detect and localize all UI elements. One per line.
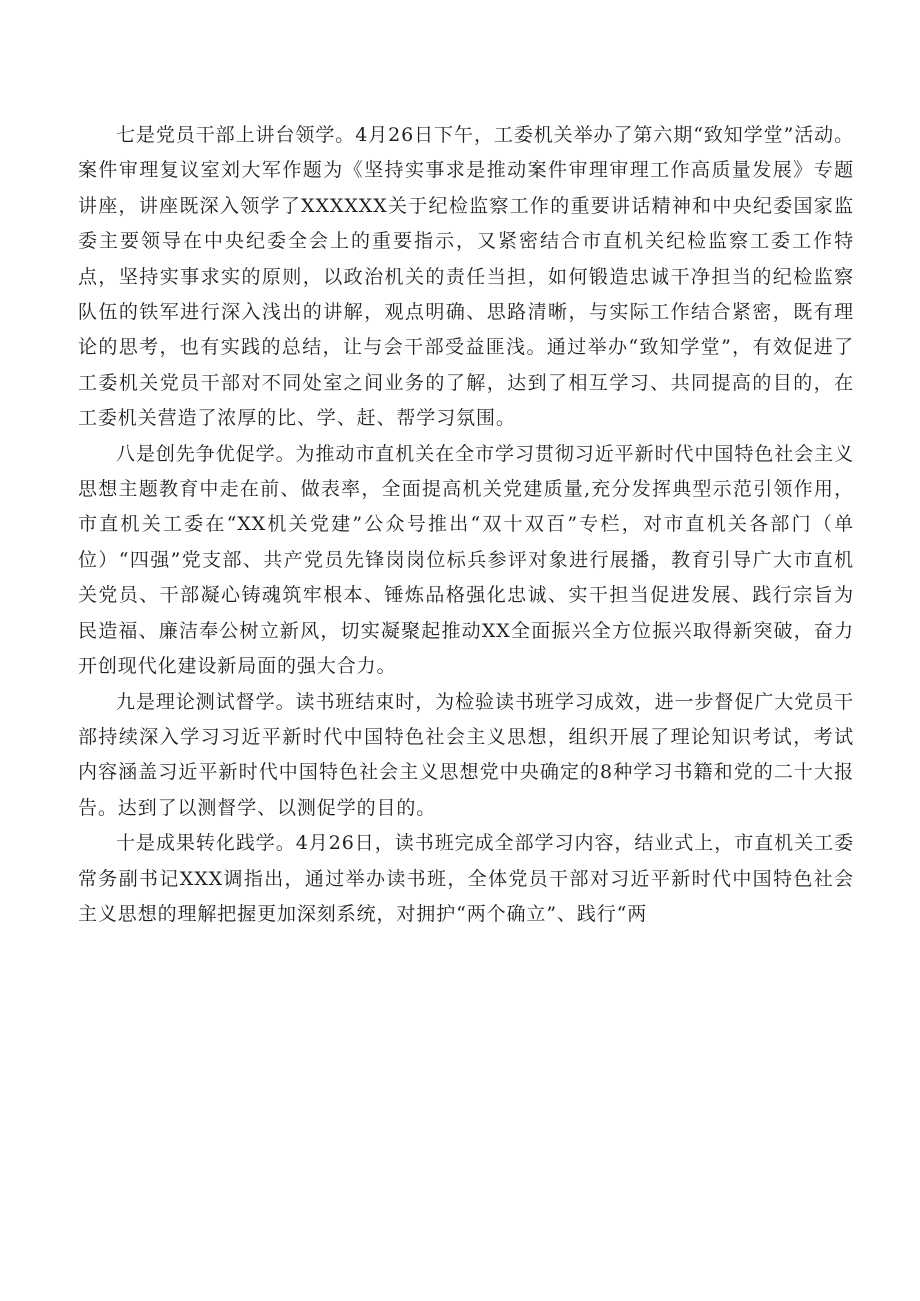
paragraph-ten: 十是成果转化践学。4月26日，读书班完成全部学习内容，结业式上，市直机关工委常务副书记XXX调指出，通过举办读书班，全体党员干部对习近平新时代中国特色社会主义思想的理解把握更加深刻系统，对拥护“两个确立”、践行“两	[78, 832, 854, 925]
paragraph-eight: 八是创先争优促学。为推动市直机关在全市学习贯彻习近平新时代中国特色社会主义思想主题教育中走在前、做表率，全面提高机关党建质量,充分发挥典型示范引领作用，市直机关工委在“XX机关党建”公众号推出“双十双百”专栏，对市直机关各部门（单位）“四强”党支部、共产党员先锋岗岗位标兵参评对象进行展播，教育引导广大市直机关党员、干部凝心铸魂筑牢根本、锤炼品格强化忠诚、实干担当促进发展、践行宗旨为民造福、廉洁奉公树立新风，切实凝聚起推动XX全面振兴全方位振兴取得新突破，奋力开创现代化建设新局面的强大合力。	[78, 442, 854, 678]
document-body	[78, 118, 854, 932]
paragraph-seven: 七是党员干部上讲台领学。4月26日下午，工委机关举办了第六期“致知学堂”活动。案件审理复议室刘大军作题为《坚持实事求是推动案件审理审理工作高质量发展》专题讲座，讲座既深入领学了XXXXXX关于纪检监察工作的重要讲话精神和中央纪委国家监委主要领导在中央纪委全会上的重要指示，又紧密结合市直机关纪检监察工委工作特点，坚持实事求实的原则，以政治机关的责任当担，如何锻造忠诚干净担当的纪检监察队伍的铁军进行深入浅出的讲解，观点明确、思路清晰，与实际工作结合紧密，既有理论的思考，也有实践的总结，让与会干部受益匪浅。通过举办“致知学堂”，有效促进了工委机关党员干部对不同处室之间业务的了解，达到了相互学习、共同提高的目的，在工委机关营造了浓厚的比、学、赶、帮学习氛围。	[78, 124, 854, 430]
paragraph-nine: 九是理论测试督学。读书班结束时，为检验读书班学习成效，进一步督促广大党员干部持续深入学习习近平新时代中国特色社会主义思想，组织开展了理论知识考试，考试内容涵盖习近平新时代中国特色社会主义思想党中央确定的8种学习书籍和党的二十大报告。达到了以测督学、以测促学的目的。	[78, 690, 854, 819]
